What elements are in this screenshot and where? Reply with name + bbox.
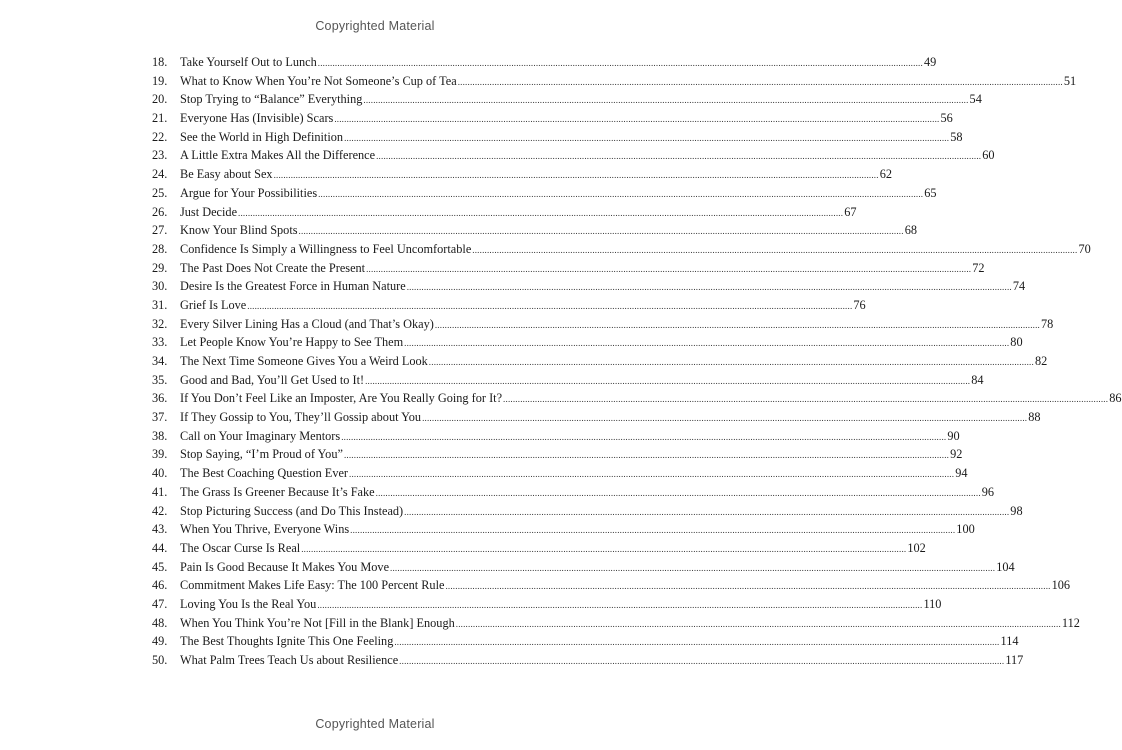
toc-entry <box>152 520 975 539</box>
toc-dot-leader <box>247 297 852 316</box>
toc-dot-leader <box>435 316 1040 335</box>
toc-entry-number: 38. <box>152 428 168 443</box>
toc-entry-page: 86 <box>1109 391 1122 406</box>
toc-dot-leader <box>394 633 999 652</box>
toc-entry-number: 29. <box>152 260 168 275</box>
toc-dot-leader <box>429 353 1034 372</box>
toc-entry-page: 106 <box>1051 578 1071 593</box>
toc-entry-page: 72 <box>972 260 985 275</box>
toc-entry-number: 22. <box>152 129 168 144</box>
toc-dot-leader <box>376 147 981 166</box>
toc-entry <box>152 128 963 147</box>
toc-entry-page: 62 <box>879 167 893 182</box>
toc-entry-title: Good and Bad, You’ll Get Used to It! <box>180 372 365 387</box>
toc-dot-leader <box>445 577 1050 596</box>
toc-dot-leader <box>407 278 1012 297</box>
toc-entry-number: 39. <box>152 447 168 462</box>
toc-entry-title: Grief Is Love <box>180 297 247 312</box>
toc-dot-leader <box>274 166 879 185</box>
toc-dot-leader <box>318 54 923 73</box>
toc-entry-title: Stop Picturing Success (and Do This Instead) <box>180 503 404 518</box>
toc-dot-leader <box>376 484 981 503</box>
toc-entry-title: When You Thrive, Everyone Wins <box>180 522 350 537</box>
toc-entry-number: 30. <box>152 279 168 294</box>
toc-entry <box>152 445 963 464</box>
toc-dot-leader <box>344 129 949 148</box>
toc-entry-title: If You Don’t Feel Like an Imposter, Are You Really Going for It? <box>180 391 503 406</box>
toc-entry-page: 68 <box>904 223 917 238</box>
toc-entry-number: 27. <box>152 223 168 238</box>
toc-entry-number: 45. <box>152 559 168 574</box>
toc-entry-page: 82 <box>1034 354 1048 368</box>
toc-entry <box>152 632 1019 651</box>
toc-dot-leader <box>299 222 904 241</box>
toc-entry-number: 24. <box>152 167 168 182</box>
toc-entry-page: 56 <box>940 111 953 126</box>
toc-entry-page: 98 <box>1010 503 1023 518</box>
toc-entry-page: 94 <box>955 466 968 481</box>
toc-entry-number: 20. <box>152 92 168 107</box>
copyright-watermark-top: Copyrighted Material <box>315 19 435 33</box>
toc-entry-page: 92 <box>950 447 963 462</box>
toc-dot-leader <box>422 409 1027 428</box>
toc-entry-title: Pain Is Good Because It Makes You Move <box>180 559 390 574</box>
toc-entry-number: 43. <box>152 522 168 537</box>
toc-entry-number: 18. <box>152 55 168 69</box>
toc-entry-title: Commitment Makes Life Easy: The 100 Percent Rule <box>180 578 445 593</box>
toc-entry <box>152 352 1048 371</box>
toc-entry-number: 28. <box>152 241 168 256</box>
toc-entry-number: 35. <box>152 372 168 387</box>
toc-entry <box>152 315 1054 334</box>
toc-entry <box>152 221 917 240</box>
toc-entry-page: 96 <box>981 484 995 499</box>
toc-entry-page: 114 <box>1000 634 1019 649</box>
toc-entry-page: 54 <box>969 92 982 107</box>
toc-entry-title: Call on Your Imaginary Mentors <box>180 428 341 443</box>
toc-entry-page: 102 <box>907 540 926 555</box>
toc-dot-leader <box>363 91 968 110</box>
toc-dot-leader <box>399 652 1004 671</box>
toc-entry-number: 37. <box>152 410 168 425</box>
toc-dot-leader <box>404 334 1009 353</box>
toc-entry-title: The Past Does Not Create the Present <box>180 260 366 275</box>
toc-entry <box>152 464 968 483</box>
toc-entry-title: Be Easy about Sex <box>180 167 273 182</box>
toc-entry <box>152 408 1041 427</box>
toc-entry-title: Know Your Blind Spots <box>180 223 298 238</box>
toc-entry-number: 36. <box>152 391 168 406</box>
toc-dot-leader <box>238 204 843 223</box>
toc-entry-page: 84 <box>971 372 984 387</box>
toc-entry-number: 33. <box>152 335 168 350</box>
toc-entry-number: 32. <box>152 316 168 331</box>
toc-entry-title: The Next Time Someone Gives You a Weird Look <box>180 354 428 368</box>
toc-dot-leader <box>349 465 954 484</box>
toc-dot-leader <box>472 241 1077 260</box>
toc-entry <box>152 333 1023 352</box>
toc-entry <box>152 296 866 315</box>
toc-entry-title: Loving You Is the Real You <box>180 596 317 611</box>
toc-entry <box>152 576 1071 595</box>
toc-entry-number: 47. <box>152 596 168 611</box>
toc-entry <box>152 277 1026 296</box>
toc-entry-number: 26. <box>152 204 168 219</box>
toc-entry <box>152 146 995 165</box>
toc-dot-leader <box>341 428 946 447</box>
toc-entry-number: 34. <box>152 354 168 368</box>
toc-entry <box>152 539 926 558</box>
toc-entry <box>152 165 893 184</box>
toc-entry <box>152 184 937 203</box>
toc-entry-page: 70 <box>1078 241 1091 256</box>
table-of-contents <box>152 53 1122 670</box>
toc-entry-page: 74 <box>1012 279 1026 294</box>
toc-dot-leader <box>366 260 971 279</box>
toc-dot-leader <box>301 540 906 559</box>
toc-entry-number: 41. <box>152 484 168 499</box>
toc-entry-page: 100 <box>956 522 975 537</box>
toc-entry <box>152 90 982 109</box>
toc-entry-number: 48. <box>152 615 168 630</box>
toc-entry-number: 50. <box>152 653 168 667</box>
toc-entry-page: 117 <box>1005 653 1024 667</box>
toc-entry-page: 67 <box>844 204 857 219</box>
toc-entry-page: 51 <box>1063 73 1077 88</box>
toc-entry-page: 65 <box>924 185 937 200</box>
toc-dot-leader <box>318 185 923 204</box>
toc-entry <box>152 203 857 222</box>
toc-entry <box>152 109 953 128</box>
toc-dot-leader <box>456 615 1061 634</box>
toc-entry <box>152 371 984 390</box>
toc-entry <box>152 483 995 502</box>
toc-entry-number: 31. <box>152 297 168 312</box>
toc-entry-number: 44. <box>152 540 168 555</box>
toc-entry-title: The Grass Is Greener Because It’s Fake <box>180 484 375 499</box>
toc-entry-page: 58 <box>950 129 963 144</box>
toc-entry <box>152 502 1023 521</box>
toc-entry-title: Take Yourself Out to Lunch <box>180 55 317 69</box>
toc-entry-title: Just Decide <box>180 204 238 219</box>
toc-entry-title: Stop Saying, “I’m Proud of You” <box>180 447 343 462</box>
toc-entry-number: 40. <box>152 466 168 481</box>
toc-dot-leader <box>503 390 1108 409</box>
toc-entry-title: See the World in High Definition <box>180 129 344 144</box>
toc-entry <box>152 53 937 72</box>
toc-entry-page: 60 <box>982 148 995 163</box>
toc-entry-page: 80 <box>1010 335 1023 350</box>
toc-entry-number: 49. <box>152 634 168 649</box>
toc-entry <box>152 558 1015 577</box>
toc-entry-title: The Best Coaching Question Ever <box>180 466 349 481</box>
toc-dot-leader <box>458 73 1063 92</box>
toc-entry-title: The Best Thoughts Ignite This One Feeling <box>180 634 394 649</box>
toc-entry-title: Confidence Is Simply a Willingness to Feel Uncomfortable <box>180 241 472 256</box>
toc-entry-number: 25. <box>152 185 168 200</box>
toc-entry <box>152 614 1080 633</box>
toc-dot-leader <box>344 446 949 465</box>
toc-entry-page: 88 <box>1028 410 1041 425</box>
toc-entry-page: 90 <box>947 428 960 443</box>
toc-dot-leader <box>334 110 939 129</box>
toc-entry-title: Desire Is the Greatest Force in Human Nature <box>180 279 406 294</box>
toc-dot-leader <box>317 596 922 615</box>
copyright-watermark-bottom: Copyrighted Material <box>315 717 435 731</box>
toc-entry-title: If They Gossip to You, They’ll Gossip about You <box>180 410 422 425</box>
toc-entry-title: A Little Extra Makes All the Difference <box>180 148 376 163</box>
toc-entry-title: Stop Trying to “Balance” Everything <box>180 92 363 107</box>
toc-entry-title: The Oscar Curse Is Real <box>180 540 301 555</box>
toc-entry-page: 104 <box>996 559 1015 574</box>
toc-dot-leader <box>404 503 1009 522</box>
toc-entry <box>152 72 1077 91</box>
toc-entry <box>152 651 1024 670</box>
toc-entry-title: What Palm Trees Teach Us about Resilience <box>180 653 399 667</box>
toc-entry <box>152 427 960 446</box>
toc-entry-page: 76 <box>853 297 866 312</box>
toc-entry <box>152 259 985 278</box>
toc-entry-page: 49 <box>923 55 937 69</box>
toc-entry-number: 23. <box>152 148 168 163</box>
toc-dot-leader <box>350 521 955 540</box>
toc-dot-leader <box>365 372 970 391</box>
toc-dot-leader <box>390 559 995 578</box>
toc-entry-number: 42. <box>152 503 168 518</box>
toc-entry-page: 112 <box>1061 615 1080 630</box>
toc-entry-title: Let People Know You’re Happy to See Them <box>180 335 404 350</box>
toc-entry-number: 19. <box>152 73 168 88</box>
toc-entry-title: Everyone Has (Invisible) Scars <box>180 111 334 126</box>
toc-entry-title: Argue for Your Possibilities <box>180 185 318 200</box>
toc-entry-number: 21. <box>152 111 168 126</box>
toc-entry-title: Every Silver Lining Has a Cloud (and That’s Okay) <box>180 316 434 331</box>
toc-entry-page: 110 <box>923 596 942 611</box>
toc-entry-page: 78 <box>1041 316 1054 331</box>
toc-entry <box>152 389 1122 408</box>
toc-entry-title: When You Think You’re Not [Fill in the Blank] Enough <box>180 615 455 630</box>
toc-entry <box>152 240 1091 259</box>
toc-entry <box>152 595 942 614</box>
toc-entry-number: 46. <box>152 578 168 593</box>
toc-entry-title: What to Know When You’re Not Someone’s Cup of Tea <box>180 73 457 88</box>
